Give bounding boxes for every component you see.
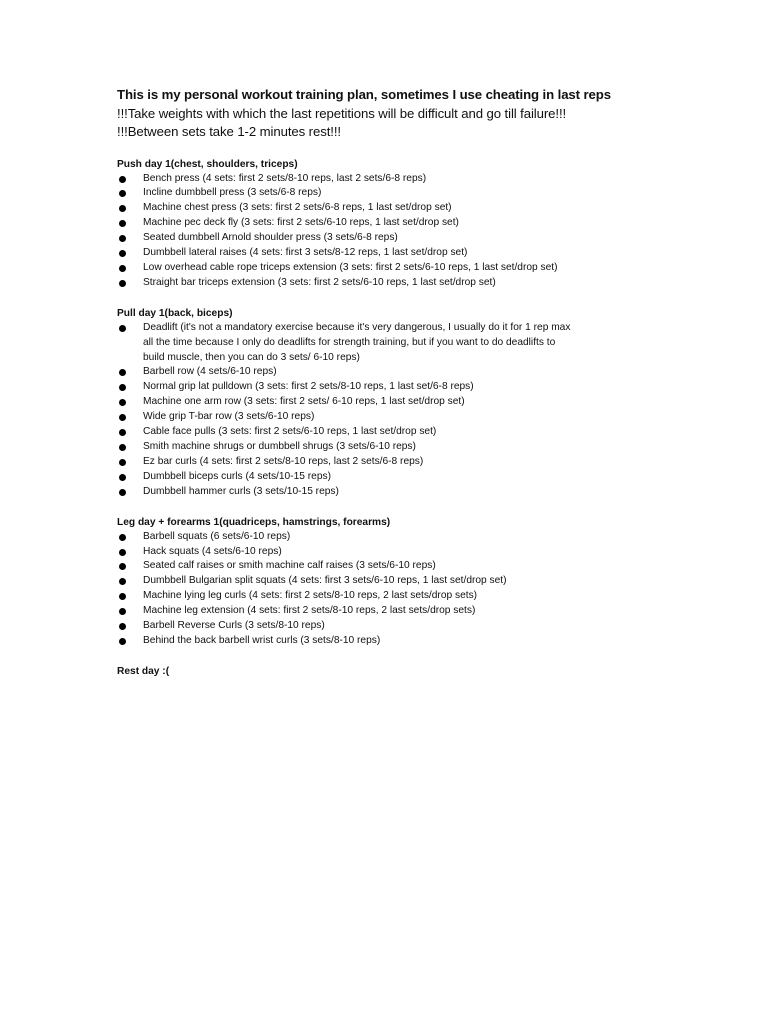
exercise-text: Incline dumbbell press (3 sets/6-8 reps): [143, 187, 322, 199]
exercise-text: Bench press (4 sets: first 2 sets/8-10 reps, last 2 sets/6-8 reps): [143, 172, 427, 184]
exercise-text: Dumbbell hammer curls (3 sets/10-15 reps): [143, 485, 339, 497]
bullet-icon: [119, 384, 126, 391]
list-item: [117, 201, 657, 216]
list-item: [117, 321, 657, 366]
bullet-icon: [119, 563, 126, 570]
bullet-icon: [119, 578, 126, 585]
bullet-icon: [119, 623, 126, 630]
exercise-text: Barbell Reverse Curls (3 sets/8-10 reps): [143, 620, 325, 632]
exercise-text: Machine one arm row (3 sets: first 2 sets/ 6-10 reps, 1 last set/drop set): [143, 396, 465, 408]
plan-title: This is my personal workout training plan, sometimes I use cheating in last reps: [117, 87, 611, 102]
deadlift-line-3: build muscle, then you can do 3 sets/ 6-10 reps): [143, 351, 360, 363]
exercise-text: Normal grip lat pulldown (3 sets: first 2 sets/8-10 reps, 1 last set/6-8 reps): [143, 381, 474, 393]
intro-note-rest: !!!Between sets take 1-2 minutes rest!!!: [117, 124, 341, 139]
exercise-text: Smith machine shrugs or dumbbell shrugs (3 sets/6-10 reps): [143, 441, 416, 452]
list-item: [117, 470, 657, 485]
deadlift-line-1: Deadlift (it's not a mandatory exercise because it's very dangerous, I usually do it for 1 rep max: [143, 321, 571, 333]
bullet-icon: [119, 250, 126, 257]
bullet-icon: [119, 176, 126, 183]
bullet-icon: [119, 399, 126, 406]
exercise-text: Wide grip T-bar row (3 sets/6-10 reps): [143, 411, 315, 423]
rest-day-title: Rest day :(: [117, 665, 170, 677]
exercise-text: Barbell squats (6 sets/6-10 reps): [143, 530, 291, 542]
list-item: [117, 589, 657, 604]
list-item: [117, 231, 657, 246]
pull-day-title: Pull day 1(back, biceps): [117, 307, 233, 319]
bullet-icon: [119, 549, 126, 556]
list-item: [117, 172, 657, 187]
list-item: [117, 530, 657, 545]
exercise-text: Straight bar triceps extension (3 sets: first 2 sets/6-10 reps, 1 last set/drop set): [143, 276, 496, 288]
exercise-text: Machine leg extension (4 sets: first 2 sets/8-10 reps, 2 last sets/drop sets): [143, 605, 476, 617]
list-item: [117, 380, 657, 395]
bullet-icon: [119, 190, 126, 197]
leg-day-list: [117, 530, 657, 649]
bullet-icon: [119, 369, 126, 376]
exercise-text: Barbell row (4 sets/6-10 reps): [143, 366, 277, 378]
exercise-text: Low overhead cable rope triceps extension (3 sets: first 2 sets/6-10 reps, 1 last set/drop set): [143, 261, 558, 273]
list-item: [117, 455, 657, 470]
bullet-icon: [119, 474, 126, 481]
list-item: [117, 276, 657, 291]
exercise-text: Dumbbell Bulgarian split squats (4 sets: first 3 sets/6-10 reps, 1 last set/drop set): [143, 575, 507, 587]
push-day-list: [117, 172, 657, 291]
bullet-icon: [119, 489, 126, 496]
bullet-icon: [119, 325, 126, 332]
list-item: [117, 410, 657, 425]
exercise-text: Ez bar curls (4 sets: first 2 sets/8-10 reps, last 2 sets/6-8 reps): [143, 455, 424, 467]
list-item: [117, 604, 657, 619]
list-item: [117, 545, 657, 560]
push-day-section: [117, 157, 657, 291]
list-item: [117, 440, 657, 455]
leg-day-section: [117, 515, 657, 649]
list-item: [117, 186, 657, 201]
bullet-icon: [119, 534, 126, 541]
bullet-icon: [119, 265, 126, 272]
bullet-icon: [119, 459, 126, 466]
bullet-icon: [119, 414, 126, 421]
exercise-text: Dumbbell lateral raises (4 sets: first 3 sets/8-12 reps, 1 last set/drop set): [143, 247, 468, 259]
exercise-text: Dumbbell biceps curls (4 sets/10-15 reps): [143, 470, 331, 482]
list-item: [117, 425, 657, 440]
exercise-text: Machine chest press (3 sets: first 2 sets/6-8 reps, 1 last set/drop set): [143, 202, 452, 214]
bullet-icon: [119, 429, 126, 436]
bullet-icon: [119, 235, 126, 242]
exercise-text: Cable face pulls (3 sets: first 2 sets/6-10 reps, 1 last set/drop set): [143, 426, 437, 438]
exercise-text: Seated dumbbell Arnold shoulder press (3 sets/6-8 reps): [143, 232, 398, 244]
bullet-icon: [119, 608, 126, 615]
bullet-icon: [119, 205, 126, 212]
exercise-text: Seated calf raises or smith machine calf raises (3 sets/6-10 reps): [143, 560, 436, 572]
document-page: [117, 86, 657, 679]
push-day-title: Push day 1(chest, shoulders, triceps): [117, 158, 298, 170]
bullet-icon: [119, 280, 126, 287]
list-item: [117, 559, 657, 574]
pull-day-section: [117, 306, 657, 500]
exercise-text: Machine lying leg curls (4 sets: first 2 sets/8-10 reps, 2 last sets/drop sets): [143, 590, 478, 602]
deadlift-line-2: all the time because I only do deadlifts for strength training, but if you want to do deadlifts to: [143, 336, 556, 348]
list-item: [117, 216, 657, 231]
exercise-text: Machine pec deck fly (3 sets: first 2 sets/6-10 reps, 1 last set/drop set): [143, 217, 459, 229]
intro-note-weights: !!!Take weights with which the last repetitions will be difficult and go till failure!!!: [117, 105, 567, 121]
list-item: [117, 395, 657, 410]
list-item: [117, 574, 657, 589]
bullet-icon: [119, 593, 126, 600]
list-item: [117, 365, 657, 380]
bullet-icon: [119, 444, 126, 451]
list-item: [117, 619, 657, 634]
leg-day-title: Leg day + forearms 1(quadriceps, hamstrings, forearms): [117, 516, 391, 528]
list-item: [117, 246, 657, 261]
bullet-icon: [119, 220, 126, 227]
pull-day-list: [117, 321, 657, 500]
intro-block: [117, 86, 657, 142]
exercise-text: Behind the back barbell wrist curls (3 sets/8-10 reps): [143, 634, 381, 646]
list-item: [117, 634, 657, 649]
list-item: [117, 485, 657, 500]
exercise-text: Hack squats (4 sets/6-10 reps): [143, 545, 282, 557]
bullet-icon: [119, 638, 126, 645]
list-item: [117, 261, 657, 276]
